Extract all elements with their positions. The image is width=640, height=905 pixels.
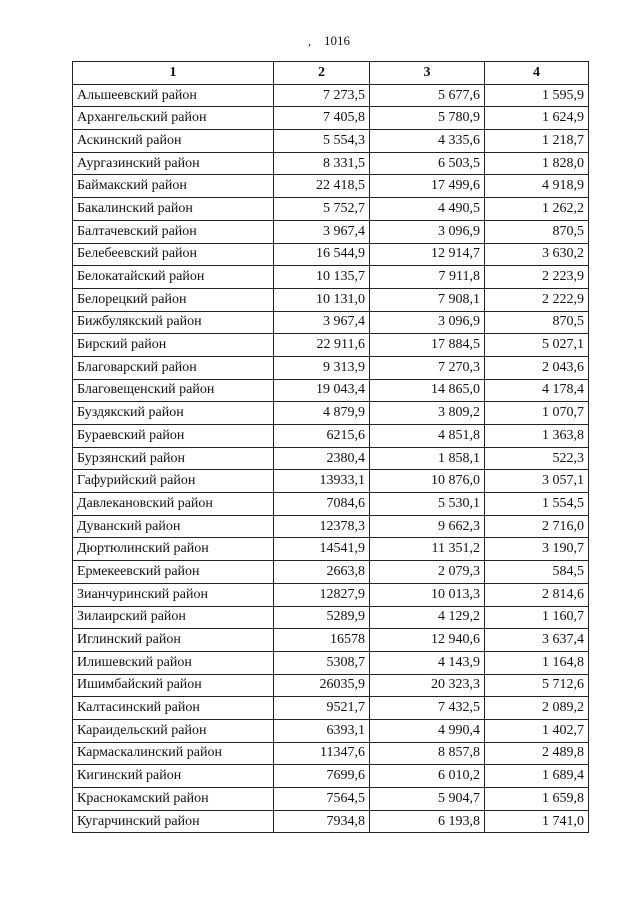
table-row xyxy=(73,356,589,379)
table-row xyxy=(73,788,589,811)
value-cell-col4: 522,3 xyxy=(485,447,589,470)
value-cell-col3: 6 193,8 xyxy=(370,810,485,833)
value-cell-col4: 2 223,9 xyxy=(485,266,589,289)
value-cell-col2: 26035,9 xyxy=(274,674,370,697)
table-row xyxy=(73,583,589,606)
district-name-cell: Краснокамский район xyxy=(73,788,274,811)
district-name-cell: Альшеевский район xyxy=(73,84,274,107)
value-cell-col3: 5 677,6 xyxy=(370,84,485,107)
value-cell-col3: 4 990,4 xyxy=(370,719,485,742)
value-cell-col4: 2 716,0 xyxy=(485,515,589,538)
value-cell-col3: 12 940,6 xyxy=(370,629,485,652)
table-row xyxy=(73,402,589,425)
value-cell-col4: 2 489,8 xyxy=(485,742,589,765)
column-header-4: 4 xyxy=(485,62,589,85)
table-row xyxy=(73,561,589,584)
value-cell-col4: 3 190,7 xyxy=(485,538,589,561)
table-row xyxy=(73,674,589,697)
value-cell-col2: 2663,8 xyxy=(274,561,370,584)
table-row xyxy=(73,447,589,470)
value-cell-col2: 9 313,9 xyxy=(274,356,370,379)
value-cell-col3: 4 129,2 xyxy=(370,606,485,629)
value-cell-col4: 1 659,8 xyxy=(485,788,589,811)
district-name-cell: Бирский район xyxy=(73,334,274,357)
value-cell-col4: 4 918,9 xyxy=(485,175,589,198)
value-cell-col4: 3 057,1 xyxy=(485,470,589,493)
value-cell-col4: 2 222,9 xyxy=(485,288,589,311)
header-row xyxy=(73,62,589,85)
district-name-cell: Зианчуринский район xyxy=(73,583,274,606)
district-name-cell: Благоварский район xyxy=(73,356,274,379)
value-cell-col4: 1 363,8 xyxy=(485,425,589,448)
table-row xyxy=(73,334,589,357)
value-cell-col4: 5 027,1 xyxy=(485,334,589,357)
value-cell-col3: 14 865,0 xyxy=(370,379,485,402)
table-row xyxy=(73,107,589,130)
value-cell-col3: 3 809,2 xyxy=(370,402,485,425)
value-cell-col4: 1 624,9 xyxy=(485,107,589,130)
district-name-cell: Дуванский район xyxy=(73,515,274,538)
value-cell-col2: 5 554,3 xyxy=(274,130,370,153)
value-cell-col4: 584,5 xyxy=(485,561,589,584)
value-cell-col4: 1 595,9 xyxy=(485,84,589,107)
value-cell-col3: 17 884,5 xyxy=(370,334,485,357)
value-cell-col2: 16 544,9 xyxy=(274,243,370,266)
district-name-cell: Бураевский район xyxy=(73,425,274,448)
value-cell-col4: 1 828,0 xyxy=(485,152,589,175)
value-cell-col2: 6215,6 xyxy=(274,425,370,448)
district-name-cell: Благовещенский район xyxy=(73,379,274,402)
table-row xyxy=(73,606,589,629)
value-cell-col3: 5 780,9 xyxy=(370,107,485,130)
value-cell-col4: 1 218,7 xyxy=(485,130,589,153)
value-cell-col3: 9 662,3 xyxy=(370,515,485,538)
district-name-cell: Бижбулякский район xyxy=(73,311,274,334)
table-row xyxy=(73,742,589,765)
value-cell-col4: 1 262,2 xyxy=(485,198,589,221)
value-cell-col3: 5 904,7 xyxy=(370,788,485,811)
district-name-cell: Белокатайский район xyxy=(73,266,274,289)
value-cell-col2: 5308,7 xyxy=(274,651,370,674)
district-name-cell: Аскинский район xyxy=(73,130,274,153)
value-cell-col4: 1 689,4 xyxy=(485,765,589,788)
value-cell-col3: 7 432,5 xyxy=(370,697,485,720)
value-cell-col3: 17 499,6 xyxy=(370,175,485,198)
value-cell-col2: 13933,1 xyxy=(274,470,370,493)
table-row xyxy=(73,810,589,833)
value-cell-col2: 3 967,4 xyxy=(274,220,370,243)
value-cell-col2: 7934,8 xyxy=(274,810,370,833)
value-cell-col4: 3 637,4 xyxy=(485,629,589,652)
value-cell-col2: 7 273,5 xyxy=(274,84,370,107)
value-cell-col3: 2 079,3 xyxy=(370,561,485,584)
value-cell-col2: 14541,9 xyxy=(274,538,370,561)
column-header-3: 3 xyxy=(370,62,485,85)
value-cell-col2: 9521,7 xyxy=(274,697,370,720)
table-row xyxy=(73,493,589,516)
value-cell-col4: 3 630,2 xyxy=(485,243,589,266)
value-cell-col4: 1 402,7 xyxy=(485,719,589,742)
district-name-cell: Белорецкий район xyxy=(73,288,274,311)
column-header-2: 2 xyxy=(274,62,370,85)
value-cell-col2: 12827,9 xyxy=(274,583,370,606)
table-row xyxy=(73,697,589,720)
value-cell-col3: 4 335,6 xyxy=(370,130,485,153)
value-cell-col4: 1 554,5 xyxy=(485,493,589,516)
value-cell-col4: 1 070,7 xyxy=(485,402,589,425)
value-cell-col4: 2 043,6 xyxy=(485,356,589,379)
district-name-cell: Калтасинский район xyxy=(73,697,274,720)
column-header-1: 1 xyxy=(73,62,274,85)
value-cell-col3: 3 096,9 xyxy=(370,311,485,334)
value-cell-col2: 7084,6 xyxy=(274,493,370,516)
district-name-cell: Кармаскалинский район xyxy=(73,742,274,765)
table-header xyxy=(73,62,589,85)
value-cell-col2: 7 405,8 xyxy=(274,107,370,130)
page-number: 1016 xyxy=(324,33,350,48)
table-row xyxy=(73,198,589,221)
value-cell-col3: 6 503,5 xyxy=(370,152,485,175)
district-table xyxy=(72,61,589,833)
value-cell-col2: 16578 xyxy=(274,629,370,652)
district-name-cell: Белебеевский район xyxy=(73,243,274,266)
district-name-cell: Зилаирский район xyxy=(73,606,274,629)
value-cell-col3: 10 876,0 xyxy=(370,470,485,493)
value-cell-col4: 1 164,8 xyxy=(485,651,589,674)
value-cell-col2: 10 131,0 xyxy=(274,288,370,311)
table-row xyxy=(73,130,589,153)
value-cell-col4: 1 741,0 xyxy=(485,810,589,833)
table-row xyxy=(73,425,589,448)
value-cell-col2: 22 911,6 xyxy=(274,334,370,357)
value-cell-col3: 7 270,3 xyxy=(370,356,485,379)
value-cell-col2: 12378,3 xyxy=(274,515,370,538)
value-cell-col3: 4 851,8 xyxy=(370,425,485,448)
value-cell-col3: 20 323,3 xyxy=(370,674,485,697)
district-name-cell: Балтачевский район xyxy=(73,220,274,243)
district-name-cell: Буздякский район xyxy=(73,402,274,425)
district-name-cell: Иглинский район xyxy=(73,629,274,652)
district-name-cell: Караидельский район xyxy=(73,719,274,742)
value-cell-col3: 1 858,1 xyxy=(370,447,485,470)
page-mark: , xyxy=(308,34,311,48)
table-row xyxy=(73,266,589,289)
value-cell-col3: 12 914,7 xyxy=(370,243,485,266)
value-cell-col2: 19 043,4 xyxy=(274,379,370,402)
value-cell-col2: 7564,5 xyxy=(274,788,370,811)
value-cell-col3: 3 096,9 xyxy=(370,220,485,243)
value-cell-col2: 7699,6 xyxy=(274,765,370,788)
value-cell-col3: 7 908,1 xyxy=(370,288,485,311)
value-cell-col4: 5 712,6 xyxy=(485,674,589,697)
table-row xyxy=(73,765,589,788)
value-cell-col3: 5 530,1 xyxy=(370,493,485,516)
value-cell-col4: 4 178,4 xyxy=(485,379,589,402)
value-cell-col2: 3 967,4 xyxy=(274,311,370,334)
district-name-cell: Давлекановский район xyxy=(73,493,274,516)
table-row xyxy=(73,379,589,402)
district-name-cell: Илишевский район xyxy=(73,651,274,674)
value-cell-col4: 870,5 xyxy=(485,311,589,334)
table-row xyxy=(73,84,589,107)
value-cell-col2: 5289,9 xyxy=(274,606,370,629)
value-cell-col4: 1 160,7 xyxy=(485,606,589,629)
district-name-cell: Гафурийский район xyxy=(73,470,274,493)
value-cell-col3: 10 013,3 xyxy=(370,583,485,606)
value-cell-col4: 2 089,2 xyxy=(485,697,589,720)
table-row xyxy=(73,175,589,198)
table-row xyxy=(73,311,589,334)
value-cell-col2: 2380,4 xyxy=(274,447,370,470)
value-cell-col3: 6 010,2 xyxy=(370,765,485,788)
value-cell-col4: 870,5 xyxy=(485,220,589,243)
district-name-cell: Ермекеевский район xyxy=(73,561,274,584)
table-row xyxy=(73,152,589,175)
value-cell-col2: 5 752,7 xyxy=(274,198,370,221)
value-cell-col3: 8 857,8 xyxy=(370,742,485,765)
value-cell-col4: 2 814,6 xyxy=(485,583,589,606)
table-row xyxy=(73,220,589,243)
table-row xyxy=(73,538,589,561)
value-cell-col2: 4 879,9 xyxy=(274,402,370,425)
table-row xyxy=(73,470,589,493)
table-row xyxy=(73,243,589,266)
district-name-cell: Кугарчинский район xyxy=(73,810,274,833)
value-cell-col2: 22 418,5 xyxy=(274,175,370,198)
value-cell-col3: 7 911,8 xyxy=(370,266,485,289)
district-name-cell: Бакалинский район xyxy=(73,198,274,221)
value-cell-col3: 11 351,2 xyxy=(370,538,485,561)
district-name-cell: Аургазинский район xyxy=(73,152,274,175)
value-cell-col2: 11347,6 xyxy=(274,742,370,765)
value-cell-col2: 6393,1 xyxy=(274,719,370,742)
district-name-cell: Дюртюлинский район xyxy=(73,538,274,561)
value-cell-col3: 4 143,9 xyxy=(370,651,485,674)
district-name-cell: Кигинский район xyxy=(73,765,274,788)
table-row xyxy=(73,651,589,674)
table-row xyxy=(73,719,589,742)
district-name-cell: Ишимбайский район xyxy=(73,674,274,697)
table-row xyxy=(73,515,589,538)
table-row xyxy=(73,288,589,311)
table-body xyxy=(73,84,589,833)
district-name-cell: Архангельский район xyxy=(73,107,274,130)
district-name-cell: Бурзянский район xyxy=(73,447,274,470)
value-cell-col2: 10 135,7 xyxy=(274,266,370,289)
district-name-cell: Баймакский район xyxy=(73,175,274,198)
table-row xyxy=(73,629,589,652)
value-cell-col3: 4 490,5 xyxy=(370,198,485,221)
value-cell-col2: 8 331,5 xyxy=(274,152,370,175)
